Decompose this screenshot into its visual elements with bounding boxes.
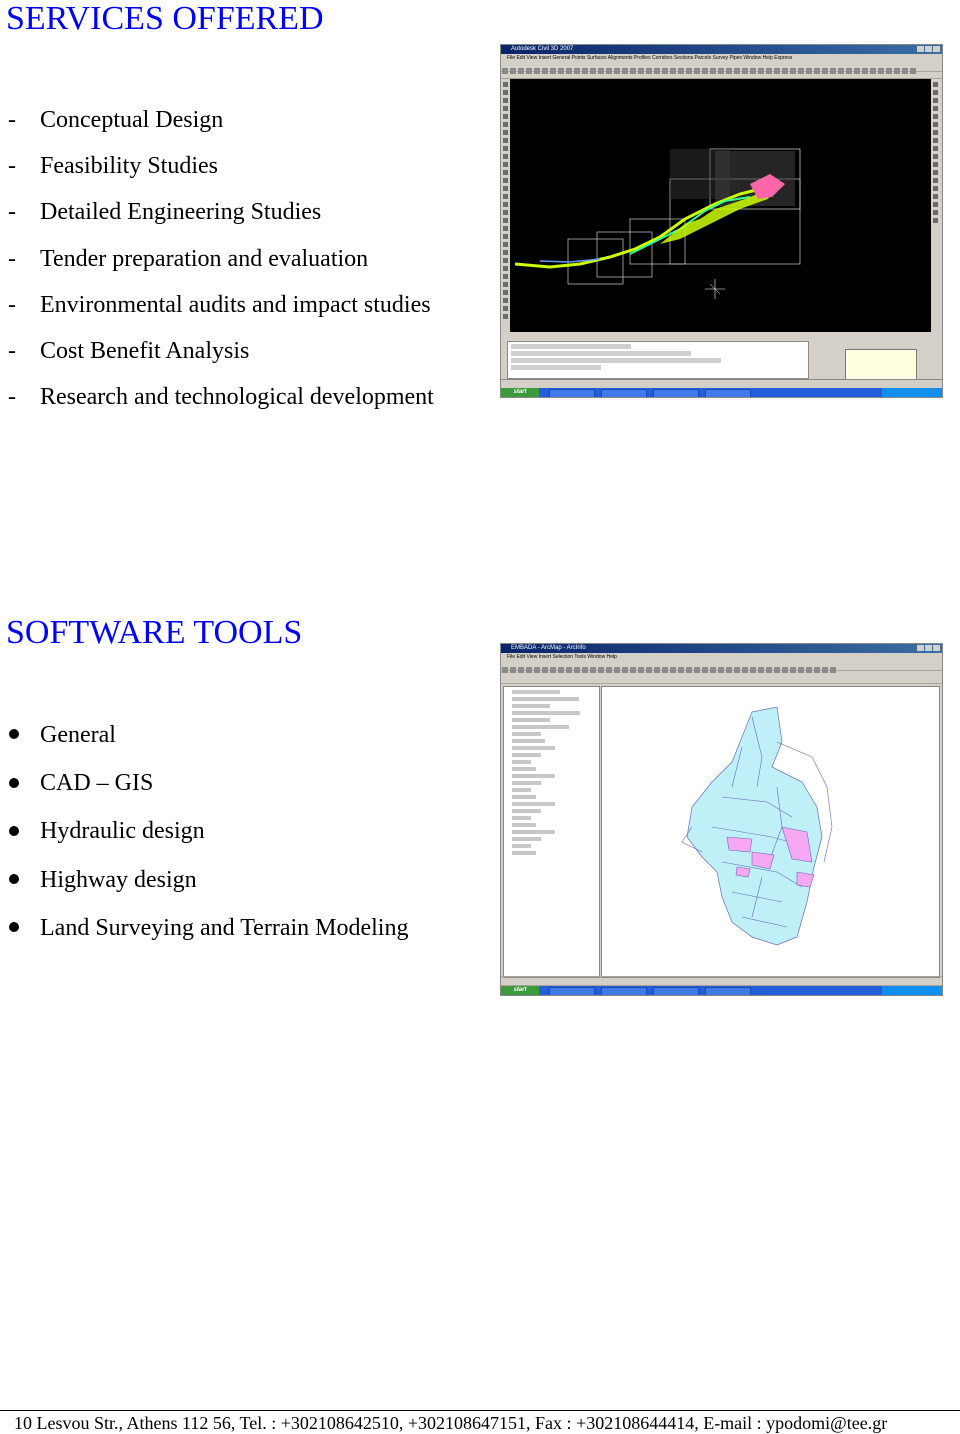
start-button: start bbox=[501, 986, 539, 995]
service-item-label: Cost Benefit Analysis bbox=[40, 337, 250, 364]
software-list bbox=[8, 718, 408, 959]
gis-titlebar bbox=[501, 644, 942, 653]
service-item bbox=[8, 335, 434, 381]
services-heading: SERVICES OFFERED bbox=[6, 0, 324, 37]
gis-parcel-map bbox=[602, 687, 939, 977]
cad-properties-bar bbox=[501, 71, 942, 79]
list-dash: - bbox=[8, 153, 16, 180]
cad-taskbar bbox=[501, 388, 942, 397]
system-tray bbox=[882, 986, 942, 995]
gis-screenshot bbox=[500, 643, 943, 996]
cad-menubar: File Edit View Insert General Points Surfaces Alignments Profiles Corridors Sections Parcels Survey Pipes Window Help Express bbox=[507, 55, 793, 61]
service-item bbox=[8, 243, 434, 289]
gis-map-view bbox=[601, 686, 940, 978]
service-item-label: Environmental audits and impact studies bbox=[40, 291, 431, 318]
software-item-label: Highway design bbox=[40, 866, 197, 893]
cad-status-bar bbox=[501, 379, 942, 388]
cad-modify-toolbar bbox=[931, 79, 940, 332]
service-item bbox=[8, 196, 434, 242]
footer-contact: 10 Lesvou Str., Athens 112 56, Tel. : +302108642510, +302108647151, Fax : +302108644414, E-mail : ypodomi@tee.gr bbox=[14, 1413, 888, 1433]
gis-table-of-contents bbox=[503, 686, 600, 978]
service-item bbox=[8, 150, 434, 196]
gis-editor-toolbar bbox=[501, 671, 942, 684]
cad-titlebar bbox=[501, 45, 942, 54]
software-item-label: CAD – GIS bbox=[40, 770, 154, 797]
software-item bbox=[8, 814, 408, 862]
plot-complete-balloon bbox=[845, 349, 917, 381]
bullet-icon bbox=[9, 826, 19, 836]
window-buttons bbox=[916, 46, 940, 54]
cad-draw-toolbar bbox=[501, 79, 510, 332]
system-tray bbox=[882, 388, 942, 397]
cad-command-line bbox=[507, 341, 809, 379]
gis-window-title: EMBADA - ArcMap - ArcInfo bbox=[511, 645, 586, 651]
list-dash: - bbox=[8, 337, 16, 364]
list-dash: - bbox=[8, 384, 16, 411]
list-dash: - bbox=[8, 199, 16, 226]
cad-screenshot bbox=[500, 44, 943, 398]
software-item bbox=[8, 718, 408, 766]
software-heading: SOFTWARE TOOLS bbox=[6, 614, 303, 651]
software-item bbox=[8, 766, 408, 814]
service-item-label: Conceptual Design bbox=[40, 107, 224, 133]
software-item-label: General bbox=[40, 722, 116, 748]
list-dash: - bbox=[8, 245, 16, 272]
service-item bbox=[8, 104, 434, 150]
gis-toolbar bbox=[501, 661, 942, 671]
bullet-icon bbox=[9, 729, 19, 739]
start-button: start bbox=[501, 388, 539, 397]
gis-draw-toolbar bbox=[501, 976, 942, 986]
bullet-icon bbox=[9, 778, 19, 788]
gis-taskbar bbox=[501, 986, 942, 995]
window-buttons bbox=[916, 645, 940, 653]
service-item-label: Feasibility Studies bbox=[40, 153, 219, 180]
bullet-icon bbox=[9, 874, 19, 884]
software-item-label: Land Surveying and Terrain Modeling bbox=[40, 914, 409, 941]
gis-menubar: File Edit View Insert Selection Tools Window Help bbox=[507, 654, 617, 660]
bullet-icon bbox=[9, 922, 19, 932]
cad-drawing bbox=[510, 79, 931, 332]
footer-divider bbox=[0, 1410, 960, 1411]
service-item-label: Detailed Engineering Studies bbox=[40, 199, 322, 226]
services-list bbox=[8, 104, 434, 427]
service-item bbox=[8, 289, 434, 335]
service-item-label: Tender preparation and evaluation bbox=[40, 245, 369, 272]
software-item bbox=[8, 863, 408, 911]
service-item-label: Research and technological development bbox=[40, 384, 434, 411]
service-item bbox=[8, 381, 434, 427]
list-dash: - bbox=[8, 107, 16, 133]
cad-drawing-area bbox=[510, 79, 931, 332]
software-item-label: Hydraulic design bbox=[40, 818, 205, 845]
list-dash: - bbox=[8, 291, 16, 318]
cad-window-title: Autodesk Civil 3D 2007 bbox=[511, 46, 574, 52]
software-item bbox=[8, 911, 408, 959]
